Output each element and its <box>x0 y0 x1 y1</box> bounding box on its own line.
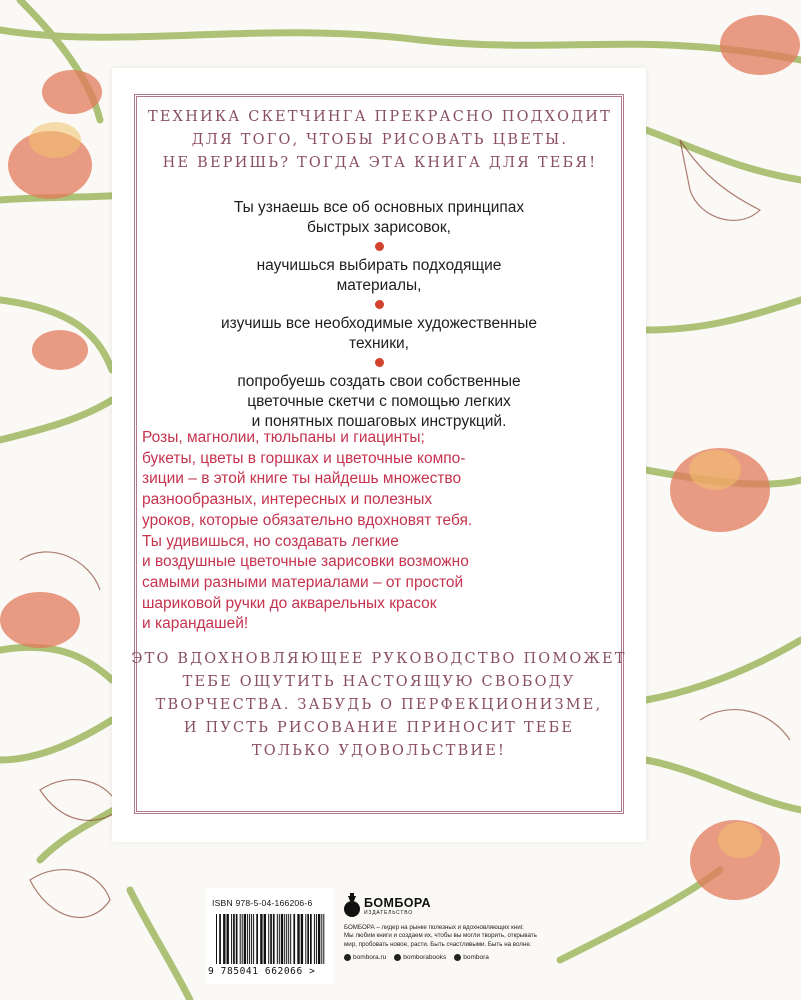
list-item <box>152 314 606 354</box>
blurb-line: Мы любим книги и создаем их, чтобы вы могли творить, открывать <box>344 932 537 940</box>
list-item <box>152 256 606 296</box>
paragraph-line: разнообразных, интересных и полезных <box>142 491 433 509</box>
barcode-icon <box>214 914 326 966</box>
list-item-line: материалы, <box>336 277 422 294</box>
blurb-line: БОМБОРА – лидер на рынке полезных и вдохновляющих книг. <box>344 924 524 931</box>
closing-line: И ПУСТЬ РИСОВАНИЕ ПРИНОСИТ ТЕБЕ <box>183 720 575 736</box>
closing-line: ТОЛЬКО УДОВОЛЬСТВИЕ! <box>251 743 507 759</box>
closing-line: ЭТО ВДОХНОВЛЯЮЩЕЕ РУКОВОДСТВО ПОМОЖЕТ <box>131 651 627 667</box>
paragraph-line: и воздушные цветочные зарисовки возможно <box>142 553 469 571</box>
social-links <box>344 954 574 961</box>
list-item-line: попробуешь создать свои собственные <box>237 373 521 390</box>
blurb-line: мир, пробовать новое, расти. Быть счастливыми. Быть на волне. <box>344 940 532 948</box>
vk-icon <box>394 954 401 961</box>
paragraph-line: самыми разными материалами – от простой <box>142 573 464 591</box>
paragraph-line: Ты удивишься, но создавать легкие <box>142 532 399 550</box>
intro-line: ДЛЯ ТОГО, ЧТОБЫ РИСОВАТЬ ЦВЕТЫ. <box>191 132 569 148</box>
feature-list <box>152 198 606 432</box>
publisher-name: БОМБОРА <box>364 895 431 910</box>
social-link-vk[interactable]: bomborabooks <box>394 954 446 961</box>
publisher-subtitle: ИЗДАТЕЛЬСТВО <box>364 909 413 916</box>
telegram-icon <box>454 954 461 961</box>
paragraph-line: Розы, магнолии, тюльпаны и гиацинты; <box>142 429 425 446</box>
description-paragraph <box>142 428 622 635</box>
list-item-line: изучишь все необходимые художественные <box>221 315 537 332</box>
list-item-line: быстрых зарисовок, <box>306 219 451 236</box>
intro-heading <box>128 106 632 175</box>
bullet-dot-icon <box>375 358 384 367</box>
bullet-dot-icon <box>375 242 384 251</box>
intro-line: ТЕХНИКА СКЕТЧИНГА ПРЕКРАСНО ПОДХОДИТ <box>148 109 612 125</box>
paragraph-line: шариковой ручки до акварельных красок <box>142 594 437 612</box>
closing-line: ТЕБЕ ОЩУТИТЬ НАСТОЯЩУЮ СВОБОДУ <box>182 674 576 690</box>
paragraph-line: зиции – в этой книге ты найдешь множество <box>142 470 462 488</box>
list-item-line: техники, <box>349 335 409 352</box>
isbn-number: ISBN 978-5-04-166206-6 <box>212 898 313 908</box>
isbn-barcode <box>206 888 334 984</box>
paragraph-line: и карандашей! <box>142 615 249 633</box>
list-item-line: Ты узнаешь все об основных принципах <box>233 199 525 216</box>
list-item <box>152 198 606 238</box>
bombora-logo-icon <box>344 893 360 919</box>
list-item <box>152 372 606 432</box>
bullet-dot-icon <box>375 300 384 309</box>
list-item-line: цветочные скетчи с помощью легких <box>247 393 511 410</box>
closing-line: ТВОРЧЕСТВА. ЗАБУДЬ О ПЕРФЕКЦИОНИЗМЕ, <box>155 697 603 713</box>
intro-line: НЕ ВЕРИШЬ? ТОГДА ЭТА КНИГА ДЛЯ ТЕБЯ! <box>162 155 598 171</box>
barcode-digits: 9 785041 662066 > <box>208 966 316 977</box>
instagram-icon <box>344 954 351 961</box>
publisher-block <box>344 893 574 961</box>
list-item-line: и понятных пошаговых инструкций. <box>251 413 507 430</box>
list-item-line: научишься выбирать подходящие <box>256 257 502 274</box>
paragraph-line: букеты, цветы в горшках и цветочные компо- <box>142 449 466 467</box>
paragraph-line: уроков, которые обязательно вдохновят тебя. <box>142 511 473 529</box>
text-panel <box>112 68 646 842</box>
publisher-blurb <box>344 924 574 949</box>
social-link-telegram[interactable]: bombora <box>454 954 489 961</box>
closing-statement <box>126 648 632 763</box>
publisher-logo <box>344 893 574 919</box>
social-link-site[interactable]: bombora.ru <box>344 954 386 961</box>
